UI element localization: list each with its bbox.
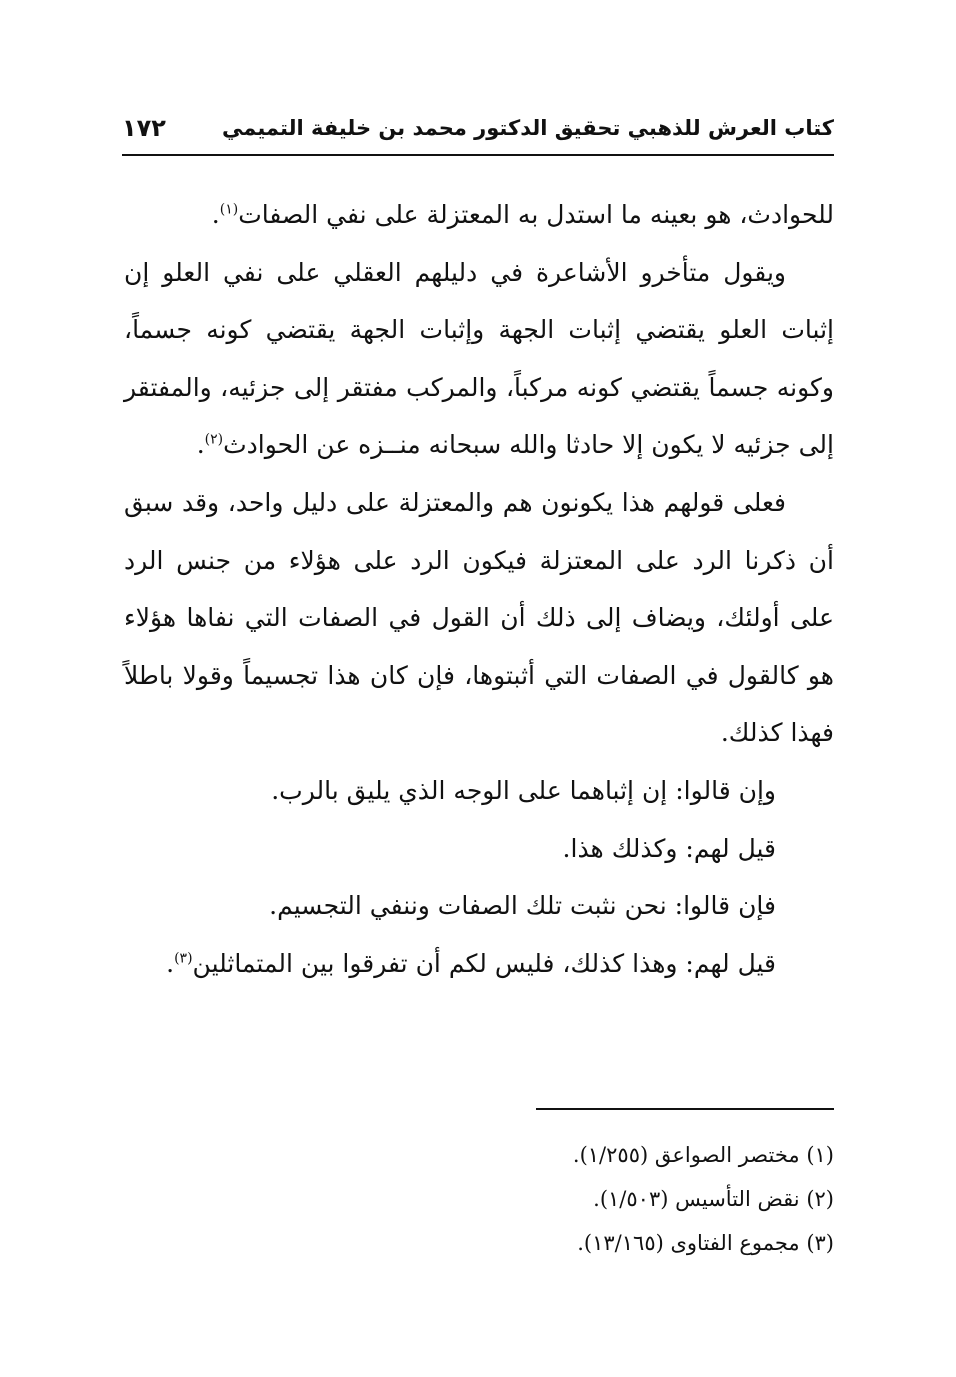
footnote-1: (١) مختصر الصواعق (١/٢٥٥). [572,1143,834,1167]
footnote-2: (٢) نقض التأسيس (١/٥٠٣). [593,1187,834,1211]
footnote-3: (٣) مجموع الفتاوى (١٣/١٦٥). [577,1231,834,1255]
dialog-line-2: قيل لهم: وكذلك هذا. [562,833,776,863]
paragraph-1-text: للحوادث، هو بعينه ما استدل به المعتزلة على نفي الصفات [238,200,834,229]
paragraph-3 [124,474,834,762]
paragraph-2 [124,244,834,474]
footnotes [124,1133,834,1265]
dialog-line-4 [124,935,834,993]
header-rule [122,154,834,156]
dialog-line-3: فإن قالوا: نحن نثبت تلك الصفات وننفي التجسيم. [269,891,776,921]
running-header [122,106,834,154]
footnote-ref-3: (٣) [174,950,193,967]
dialog-line-4-end: . [166,948,175,978]
paragraph-2-text: ويقول متأخرو الأشاعرة في دليلهم العقلي على نفي العلو إن إثبات العلو يقتضي إثبات الجهة وإثبات الجهة يقتضي كونه جسماً، وكونه جسماً يقتضي كونه مركباً، والمركب مفتقر إلى جزئيه، والمفتقر إلى جزئيه لا يكون إلا حادثا والله سبحانه منــزه عن الحوادث [124,257,834,460]
page-number: ١٧٢ [122,114,166,142]
header-title: كتاب العرش للذهبي تحقيق الدكتور محمد بن خليفة التميمي [222,116,834,140]
footnote-ref-1: (١) [219,201,239,218]
paragraph-1 [124,186,834,244]
dialog-line-4-text: قيل لهم: وهذا كذلك، فليس لكم أن تفرقوا بين المتماثلين [192,948,776,978]
dialog-line-1: وإن قالوا: إن إثباهما على الوجه الذي يليق بالرب. [271,775,776,805]
paragraph-3-text: فعلى قولهم هذا يكونون هم والمعتزلة على دليل واحد، وقد سبق أن ذكرنا الرد على المعتزلة فيكون الرد على هؤلاء من جنس الرد على أولئك، ويضاف إلى ذلك أن القول في الصفات التي نفاها هؤلاء هو كالقول في الصفات التي أثبتوها، فإن كان هذا تجسيماً وقولا باطلاً فهذا كذلك. [124,487,834,748]
footnote-ref-2: (٢) [204,432,224,449]
main-text [124,186,834,992]
paragraph-2-end: . [196,430,205,460]
footnote-separator [536,1108,834,1110]
paragraph-1-end: . [211,200,220,229]
